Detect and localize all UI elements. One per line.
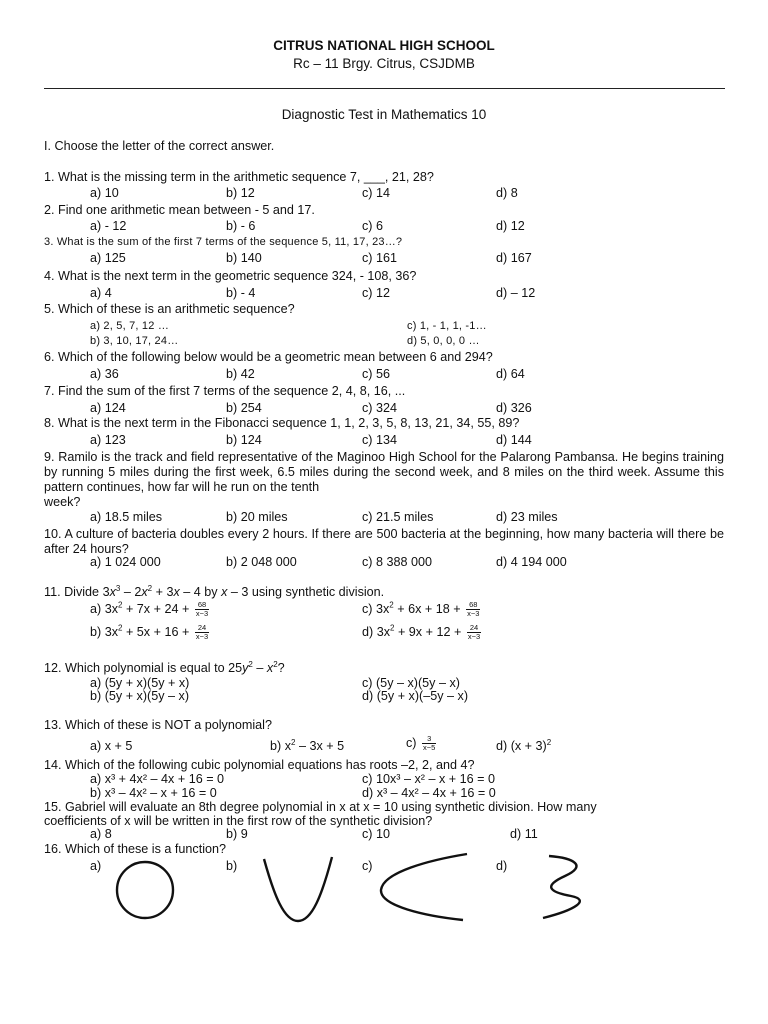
question-1: 1. What is the missing term in the arithmetic sequence 7, ___, 21, 28?	[44, 170, 434, 184]
q10-option-c: c) 8 388 000	[362, 555, 433, 569]
q6-option-d: d) 64	[496, 367, 525, 381]
q3-option-a: a) 125	[90, 251, 126, 265]
q8-option-a: a) 123	[90, 433, 126, 447]
q1-option-a: a) 10	[90, 186, 119, 200]
q15-option-b: b) 9	[226, 827, 248, 841]
q1-option-d: d) 8	[496, 186, 518, 200]
question-3: 3. What is the sum of the first 7 terms of the sequence 5, 11, 17, 23…?	[44, 236, 403, 248]
q11-option-d: d) $3x^2 + 9x + 12$ + $\frac{24}{x-3}$	[362, 623, 481, 641]
circle-graph	[115, 860, 175, 920]
question-8: 8. What is the next term in the Fibonacci sequence 1, 1, 2, 3, 5, 8, 13, 21, 34, 55, 89?	[44, 416, 520, 430]
q5-option-c: c) 1, - 1, 1, -1…	[407, 320, 487, 332]
q8-option-b: b) 124	[226, 433, 262, 447]
q5-option-b: b) 3, 10, 17, 24…	[90, 335, 179, 347]
question-15-line-2: coefficients of x will be written in the first row of the synthetic division?	[44, 814, 433, 828]
q4-option-d: d) – 12	[496, 286, 536, 300]
q6-option-c: c) 56	[362, 367, 390, 381]
s-curve-graph	[535, 852, 595, 922]
q8-option-d: d) 144	[496, 433, 532, 447]
q16-option-c: c)	[362, 859, 373, 873]
question-15-line-1: 15. Gabriel will evaluate an 8th degree polynomial in x at x = 10 using synthetic division. How many	[44, 800, 597, 814]
q14-option-b: b) x³ – 4x² – x + 16 = 0	[90, 786, 217, 800]
question-7: 7. Find the sum of the first 7 terms of the sequence 2, 4, 8, 16, ...	[44, 384, 406, 398]
q5-option-d: d) 5, 0, 0, 0 …	[407, 335, 480, 347]
q11-option-a: a) $3x^2 + 7x + 24$ + $\frac{68}{x-3}$	[90, 600, 209, 618]
q2-option-b: b) - 6	[226, 219, 256, 233]
q15-option-d: d) 11	[510, 827, 538, 841]
q7-option-b: b) 254	[226, 401, 262, 415]
q4-option-b: b) - 4	[226, 286, 256, 300]
q12-option-b: b) (5y + x)(5y – x)	[90, 689, 190, 703]
parabola-graph	[260, 855, 340, 925]
q16-option-a: a)	[90, 859, 102, 873]
q4-option-a: a) 4	[90, 286, 112, 300]
q9-option-c: c) 21.5 miles	[362, 510, 434, 524]
q1-option-c: c) 14	[362, 186, 390, 200]
question-12: 12. Which polynomial is equal to $25y^2 - x^2$?	[44, 659, 285, 675]
question-13: 13. Which of these is NOT a polynomial?	[44, 718, 272, 732]
question-9-end: week?	[44, 495, 81, 509]
q11-option-c: c) $3x^2 + 6x + 18$ + $\frac{68}{x-3}$	[362, 600, 480, 618]
q6-option-a: a) 36	[90, 367, 119, 381]
q7-option-c: c) 324	[362, 401, 398, 415]
q3-option-d: d) 167	[496, 251, 532, 265]
q13-option-b: b) $x^2 - 3x + 5$	[270, 737, 345, 753]
question-9: 9. Ramilo is the track and field representative of the Maginoo High School for the Palarong Pambansa. He begins training by running 5 miles during the first week, 6.5 miles during the second week, and 8 miles on the third week. Assume this pattern continues, how far will he run on the tenth	[44, 450, 724, 494]
question-6: 6. Which of the following below would be a geometric mean between 6 and 294?	[44, 350, 493, 364]
school-address: Rc – 11 Brgy. Citrus, CSJDMB	[293, 56, 475, 71]
header-divider	[44, 88, 725, 89]
sideways-parabola-graph	[375, 850, 470, 925]
q15-option-c: c) 10	[362, 827, 390, 841]
q7-option-d: d) 326	[496, 401, 532, 415]
test-title: Diagnostic Test in Mathematics 10	[281, 107, 487, 122]
q12-option-c: c) (5y – x)(5y – x)	[362, 676, 460, 690]
q12-option-a: a) (5y + x)(5y + x)	[90, 676, 190, 690]
question-4: 4. What is the next term in the geometric sequence 324, - 108, 36?	[44, 269, 417, 283]
q3-option-b: b) 140	[226, 251, 262, 265]
question-5: 5. Which of these is an arithmetic sequence?	[44, 302, 295, 316]
q3-option-c: c) 161	[362, 251, 398, 265]
question-10: 10. A culture of bacteria doubles every 2 hours. If there are 500 bacteria at the beginning, how many bacteria will there be after 24 hours?	[44, 527, 724, 556]
q16-option-b: b)	[226, 859, 238, 873]
question-14: 14. Which of the following cubic polynomial equations has roots –2, 2, and 4?	[44, 758, 475, 772]
q10-option-b: b) 2 048 000	[226, 555, 297, 569]
school-name: CITRUS NATIONAL HIGH SCHOOL	[273, 38, 495, 53]
q5-option-a: a) 2, 5, 7, 12 …	[90, 320, 170, 332]
q14-option-d: d) x³ – 4x² – 4x + 16 = 0	[362, 786, 496, 800]
q13-option-a: a) x + 5	[90, 739, 133, 753]
q16-option-d: d)	[496, 859, 508, 873]
q13-option-c: c) $\frac{3}{x-5}$	[406, 734, 436, 752]
q2-option-d: d) 12	[496, 219, 525, 233]
q4-option-c: c) 12	[362, 286, 390, 300]
q10-option-d: d) 4 194 000	[496, 555, 567, 569]
question-11: 11. Divide $3x^3 - 2x^2 + 3x - 4$ by x – 3 using synthetic division.	[44, 583, 385, 599]
q14-option-a: a) x³ + 4x² – 4x + 16 = 0	[90, 772, 225, 786]
q12-option-d: d) (5y + x)(–5y – x)	[362, 689, 469, 703]
q15-option-a: a) 8	[90, 827, 112, 841]
q14-option-c: c) 10x³ – x² – x + 16 = 0	[362, 772, 495, 786]
q8-option-c: c) 134	[362, 433, 398, 447]
q11-option-b: b) $3x^2 + 5x + 16$ + $\frac{24}{x-3}$	[90, 623, 209, 641]
q7-option-a: a) 124	[90, 401, 126, 415]
question-2: 2. Find one arithmetic mean between - 5 and 17.	[44, 203, 315, 217]
q9-option-d: d) 23 miles	[496, 510, 558, 524]
q6-option-b: b) 42	[226, 367, 255, 381]
instruction: I. Choose the letter of the correct answer.	[44, 139, 275, 153]
q9-option-b: b) 20 miles	[226, 510, 288, 524]
q2-option-c: c) 6	[362, 219, 383, 233]
q13-option-d: d) $(x + 3)^2$	[496, 737, 552, 753]
question-16: 16. Which of these is a function?	[44, 842, 227, 856]
q1-option-b: b) 12	[226, 186, 255, 200]
q2-option-a: a) - 12	[90, 219, 127, 233]
q10-option-a: a) 1 024 000	[90, 555, 161, 569]
q9-option-a: a) 18.5 miles	[90, 510, 163, 524]
